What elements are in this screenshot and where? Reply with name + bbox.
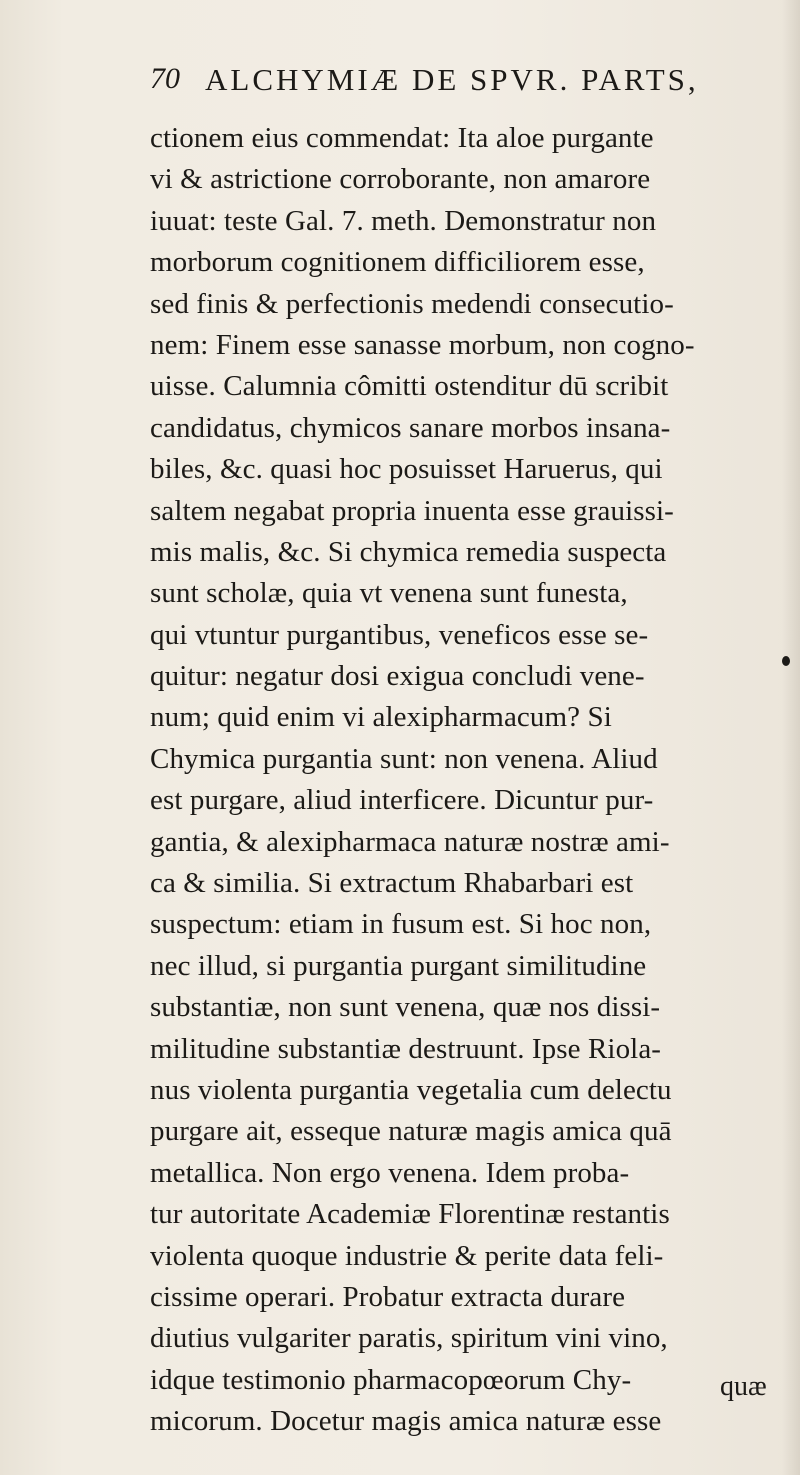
text-line: Chymica purgantia sunt: non venena. Aliud bbox=[150, 742, 658, 775]
text-line: sunt scholæ, quia vt venena sunt funesta, bbox=[150, 577, 628, 610]
text-line: nem: Finem esse sanasse morbum, non cogno- bbox=[150, 328, 695, 361]
text-line: qui vtuntur purgantibus, veneficos esse se- bbox=[150, 618, 649, 651]
text-line: quitur: negatur dosi exigua concludi vene- bbox=[150, 660, 645, 693]
text-line: suspectum: etiam in fusum est. Si hoc non, bbox=[150, 908, 652, 941]
text-line: mis malis, &c. Si chymica remedia suspecta bbox=[150, 535, 667, 568]
text-line: cissime operari. Probatur extracta durare bbox=[150, 1280, 626, 1313]
text-line: diutius vulgariter paratis, spiritum vini vino, bbox=[150, 1322, 668, 1355]
text-line: violenta quoque industrie & perite data feli- bbox=[150, 1239, 664, 1272]
text-line: biles, &c. quasi hoc posuisset Haruerus, qui bbox=[150, 453, 663, 486]
text-line: nus violenta purgantia vegetalia cum delectu bbox=[150, 1073, 672, 1106]
text-line: uisse. Calumnia cômitti ostenditur dū scribit bbox=[150, 370, 669, 403]
text-line: num; quid enim vi alexipharmacum? Si bbox=[150, 701, 612, 734]
text-line: militudine substantiæ destruunt. Ipse Riola- bbox=[150, 1032, 662, 1065]
text-line: candidatus, chymicos sanare morbos insana- bbox=[150, 411, 671, 444]
text-line: micorum. Docetur magis amica naturæ esse bbox=[150, 1405, 662, 1438]
text-line: morborum cognitionem difficiliorem esse, bbox=[150, 246, 645, 279]
text-line: gantia, & alexipharmaca naturæ nostræ ami- bbox=[150, 825, 670, 858]
ink-speck bbox=[782, 656, 790, 666]
text-line: idque testimonio pharmacopœorum Chy- bbox=[150, 1363, 632, 1396]
catchword: quæ bbox=[720, 1371, 767, 1402]
text-line: iuuat: teste Gal. 7. meth. Demonstratur non bbox=[150, 204, 657, 237]
page-header bbox=[150, 62, 750, 106]
text-line: sed finis & perfectionis medendi consecutio- bbox=[150, 287, 674, 320]
text-line: est purgare, aliud interficere. Dicuntur pur- bbox=[150, 784, 654, 817]
text-line: ctionem eius commendat: Ita aloe purgante bbox=[150, 122, 654, 154]
text-line: purgare ait, esseque naturæ magis amica quā bbox=[150, 1115, 672, 1148]
text-line: metallica. Non ergo venena. Idem proba- bbox=[150, 1156, 630, 1189]
page-edge-shadow bbox=[782, 0, 800, 1475]
text-line: ca & similia. Si extractum Rhabarbari est bbox=[150, 867, 634, 900]
text-line: nec illud, si purgantia purgant similitudine bbox=[150, 949, 647, 982]
text-line: saltem negabat propria inuenta esse grauissi- bbox=[150, 494, 674, 527]
text-line: tur autoritate Academiæ Florentinæ restantis bbox=[150, 1198, 670, 1231]
text-line: substantiæ, non sunt venena, quæ nos dissi- bbox=[150, 991, 661, 1024]
page-number: 70 bbox=[150, 62, 180, 95]
text-line: vi & astrictione corroborante, non amarore bbox=[150, 163, 651, 196]
running-head: ALCHYMIÆ DE SPVR. PARTS, bbox=[205, 62, 699, 97]
body-text bbox=[150, 118, 775, 1443]
